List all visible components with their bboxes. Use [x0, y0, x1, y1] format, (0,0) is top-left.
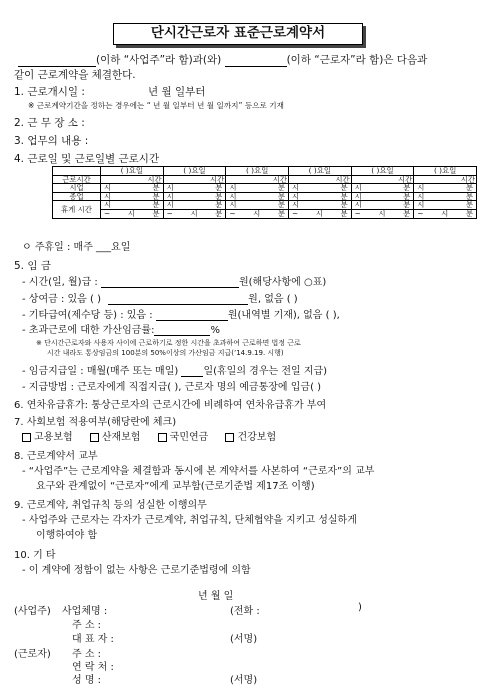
section-1-label: 1. 근로개시일 : — [14, 86, 85, 98]
checkbox-accident[interactable] — [90, 433, 99, 442]
break-end-cell[interactable]: ~ 시 분 — [163, 209, 226, 218]
section-2-label: 2. 근 무 장 소 : — [14, 117, 85, 129]
intro-part1: (이하 “사업주”라 함)과(와) — [96, 54, 222, 66]
checkbox-pension[interactable] — [158, 433, 167, 442]
start-time-cell[interactable]: 시 분 — [163, 184, 226, 193]
employee-address-label[interactable]: 주 소 : — [72, 649, 102, 660]
corner-cell — [53, 167, 101, 176]
employer-signature[interactable]: (서명) — [230, 634, 258, 645]
break-end-cell[interactable]: ~ 시 분 — [101, 209, 164, 218]
section-8-line-1: - “사업주”는 근로계약을 체결함과 동시에 본 계약서를 사본하여 “근로자”의 교부 — [22, 466, 375, 477]
hours-cell[interactable]: 시간 — [414, 175, 477, 184]
section-9-label: 9. 근로계약, 취업규칙 등의 성실한 이행의무 — [14, 500, 207, 511]
end-time-cell[interactable]: 시 분 — [101, 192, 164, 201]
other-pay-blank[interactable] — [156, 310, 228, 321]
employee-name-blank[interactable] — [225, 56, 287, 67]
checkbox-health[interactable] — [225, 433, 234, 442]
overtime-note-2: 시간 내라도 통상임금의 100분의 50%이상의 가산임금 지급(’14.9.19. 시행) — [47, 349, 284, 357]
start-time-cell[interactable]: 시 분 — [288, 184, 351, 193]
end-time-cell[interactable]: 시 분 — [288, 192, 351, 201]
section-1-note: ※ 근로계약기간을 정하는 경우에는 “ 년 월 일부터 년 월 일까지” 등으로 기재 — [28, 101, 284, 110]
bonus-line — [22, 290, 298, 305]
page-title: 단시간근로자 표준근로계약서 — [113, 23, 363, 45]
end-time-cell[interactable]: 시 분 — [226, 192, 289, 201]
section-6-annual-leave: 6. 연차유급휴가: 통상근로자의 근로시간에 비례하여 연차유급휴가 부여 — [14, 400, 327, 411]
employee-contact-label[interactable]: 연 락 처 : — [72, 662, 114, 673]
table-row — [53, 184, 477, 193]
hours-cell[interactable]: 시간 — [351, 175, 414, 184]
section-9-line-2: 이행하여야 함 — [36, 530, 98, 541]
hours-cell[interactable]: 시간 — [101, 175, 164, 184]
work-schedule-table — [52, 166, 477, 219]
other-pay-line — [22, 306, 340, 321]
payday-label: - 임금지급일 : 매월(매주 또는 매일) — [22, 366, 179, 377]
section-3-label: 3. 업무의 내용 : — [14, 135, 89, 147]
bonus-label[interactable]: - 상여금 : 있음 ( ) — [22, 294, 101, 305]
representative-label[interactable]: 대 표 자 : — [72, 634, 114, 645]
end-time-cell[interactable]: 시 분 — [414, 192, 477, 201]
start-time-cell[interactable]: 시 분 — [226, 184, 289, 193]
break-end-cell[interactable]: ~ 시 분 — [414, 209, 477, 218]
payment-method[interactable]: - 지급방법 : 근로자에게 직접지급( ), 근로자 명의 예금통장에 입금( ) — [22, 382, 322, 393]
insurance-option-pension[interactable] — [158, 432, 209, 443]
break-end-cell[interactable]: ~ 시 분 — [351, 209, 414, 218]
hours-cell[interactable]: 시간 — [226, 175, 289, 184]
break-start-cell[interactable]: 시 분 — [163, 201, 226, 210]
overtime-note-1: ※ 단시간근로자와 사용자 사이에 근로하기로 정한 시간을 초과하여 근로하면 법정 근로 — [36, 339, 301, 347]
day-header[interactable]: ( )요일 — [163, 167, 226, 176]
day-header[interactable]: ( )요일 — [226, 167, 289, 176]
row-label-start: 시업 — [53, 184, 101, 193]
other-pay-detail: 원(내역별 기재), 없음 ( ), — [227, 310, 340, 321]
overtime-rate-label: - 초과근로에 대한 가산임금률: — [22, 325, 155, 336]
hours-cell[interactable]: 시간 — [163, 175, 226, 184]
payday-blank[interactable] — [181, 366, 203, 377]
insurance-option-health[interactable] — [225, 432, 276, 443]
break-start-cell[interactable]: 시 분 — [351, 201, 414, 210]
intro-line-2: 같이 근로계약을 체결한다. — [14, 69, 136, 81]
phone-close: ) — [358, 602, 362, 613]
end-time-cell[interactable]: 시 분 — [163, 192, 226, 201]
signing-date[interactable]: 년 월 일 — [198, 591, 234, 602]
insurance-label: 국민연금 — [169, 432, 209, 443]
end-time-cell[interactable]: 시 분 — [351, 192, 414, 201]
break-end-cell[interactable]: ~ 시 분 — [288, 209, 351, 218]
insurance-label: 고용보험 — [34, 432, 73, 443]
employee-name-label[interactable]: 성 명 : — [72, 675, 102, 686]
insurance-option-accident[interactable] — [90, 432, 141, 443]
other-pay-label: - 기타급여(제수당 등) : 있음 : — [22, 310, 153, 321]
section-10-line-1: - 이 계약에 정함이 없는 사항은 근로기준법령에 의함 — [22, 565, 251, 576]
section-7-label: 7. 사회보험 적용여부(해당란에 체크) — [14, 417, 177, 428]
overtime-rate-blank[interactable] — [154, 325, 210, 336]
weekly-holiday[interactable]: ㅇ 주휴일 : 매주 ___요일 — [22, 242, 131, 253]
insurance-label: 산재보험 — [101, 432, 141, 443]
section-4-label: 4. 근로일 및 근로일별 근로시간 — [14, 153, 160, 165]
table-row — [53, 209, 477, 218]
row-label-break: 휴게 시간 — [53, 201, 101, 218]
section-8-line-2: 요구와 관계없이 “근로자”에게 교부함(근로기준법 제17조 이행) — [36, 481, 315, 492]
start-time-cell[interactable]: 시 분 — [101, 184, 164, 193]
start-date-field[interactable]: 년 월 일부터 — [148, 86, 206, 98]
hourly-wage-line — [22, 273, 326, 288]
insurance-label: 건강보험 — [237, 432, 277, 443]
employer-tag: (사업주) — [14, 606, 51, 617]
hourly-wage-unit: 원(해당사항에 ○표) — [238, 277, 327, 288]
hourly-wage-label: - 시간(일, 월)급 : — [22, 277, 98, 288]
payday-detail: 일(휴일의 경우는 전일 지급) — [203, 366, 328, 377]
row-label-hours: 근로시간 — [53, 175, 101, 184]
payday-line — [22, 362, 327, 377]
day-header[interactable]: ( )요일 — [351, 167, 414, 176]
employee-tag: (근로자) — [14, 649, 51, 660]
start-time-cell[interactable]: 시 분 — [414, 184, 477, 193]
row-label-end: 종업 — [53, 192, 101, 201]
employee-signature[interactable]: (서명) — [230, 675, 258, 686]
break-end-cell[interactable]: ~ 시 분 — [226, 209, 289, 218]
break-start-cell[interactable]: 시 분 — [226, 201, 289, 210]
day-header[interactable]: ( )요일 — [288, 167, 351, 176]
overtime-rate-line — [22, 321, 220, 336]
start-time-cell[interactable]: 시 분 — [351, 184, 414, 193]
table-row — [53, 167, 477, 176]
intro-part2: (이하 “근로자”라 함)은 다음과 — [286, 54, 428, 66]
break-start-cell[interactable]: 시 분 — [101, 201, 164, 210]
section-10-label: 10. 기 타 — [14, 550, 56, 561]
hourly-wage-blank[interactable] — [101, 277, 239, 288]
insurance-option-employment[interactable] — [22, 432, 73, 443]
section-9-line-1: - 사업주와 근로자는 각자가 근로계약, 취업규칙, 단체협약을 지키고 성실하게 — [22, 515, 357, 526]
hours-cell[interactable]: 시간 — [288, 175, 351, 184]
phone-label[interactable]: (전화 : — [230, 606, 260, 617]
employer-address-label[interactable]: 주 소 : — [72, 620, 102, 631]
bonus-none[interactable]: 원, 없음 ( ) — [248, 294, 298, 305]
insurance-options — [22, 428, 276, 443]
checkbox-employment[interactable] — [22, 433, 31, 442]
day-header[interactable]: ( )요일 — [101, 167, 164, 176]
business-name-label[interactable]: 사업체명 : — [62, 606, 108, 617]
break-start-cell[interactable]: 시 분 — [288, 201, 351, 210]
percent-sign: % — [210, 325, 220, 336]
employer-name-blank[interactable] — [18, 56, 96, 67]
intro-line-1 — [18, 52, 427, 67]
section-8-label: 8. 근로계약서 교부 — [14, 451, 98, 462]
section-5-label: 5. 임 금 — [14, 260, 51, 272]
day-header[interactable]: ( )요일 — [414, 167, 477, 176]
bonus-blank[interactable] — [108, 294, 248, 305]
break-start-cell[interactable]: 시 분 — [414, 201, 477, 210]
